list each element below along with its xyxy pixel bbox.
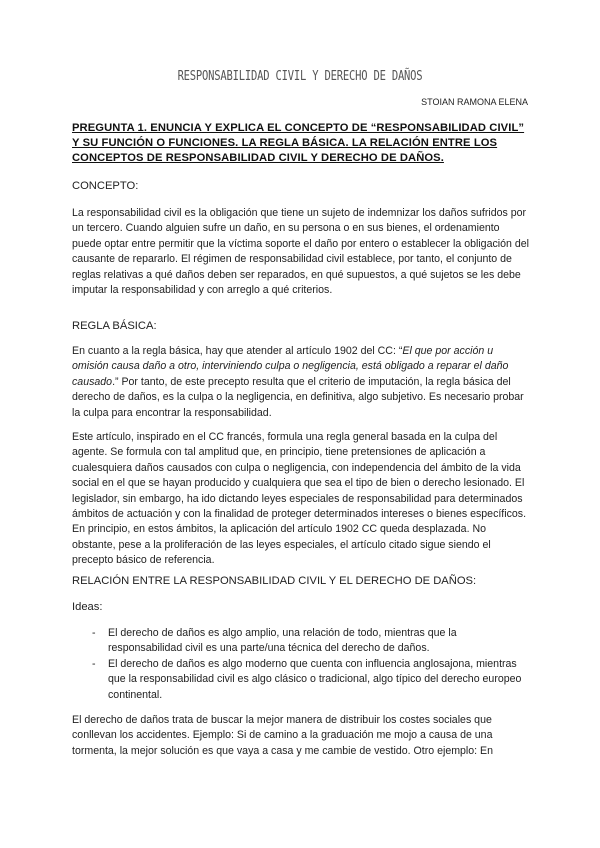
document-title: RESPONSABILIDAD CIVIL Y DERECHO DE DAÑOS: [177, 68, 423, 84]
regla-label: REGLA BÁSICA:: [72, 320, 157, 332]
regla-p1-end: .” Por tanto, de este precepto resulta que el criterio de imputación, la regla básica del derecho de daños, es la culpa o la negligencia, en definitiva, algo subjetivo. Es necesario probar la culpa para encontrar la responsabilidad.: [72, 375, 524, 419]
question-heading: PREGUNTA 1. ENUNCIA Y EXPLICA EL CONCEPTO DE “RESPONSABILIDAD CIVIL” Y SU FUNCIÓN O FUNCIONES. LA REGLA BÁSICA. LA RELACIÓN ENTRE LOS CONCEPTOS DE RESPONSABILIDAD CIVIL Y DERECHO DE DAÑOS.: [72, 122, 525, 164]
list-item: [92, 657, 528, 703]
author-name: STOIAN RAMONA ELENA: [421, 97, 528, 107]
article-quote: El que por acción u omisión causa daño a otro, interviniendo culpa o negligencia, está obligado a reparar el daño causado: [72, 345, 509, 388]
regla-paragraph-2: Este artículo, inspirado en el CC francés, formula una regla general basada en la culpa del agente. Se formula con tal amplitud que, en principio, tiene pretensiones de aplicación a cualesquiera daños causados con culpa o negligencia, con independencia del ámbito de la vida social en el que se hayan producido y cualquiera que sea el tipo de bien o derecho lesionado. El legislador, sin embargo, ha ido dictando leyes especiales de responsabilidad para determinados ámbitos de actuación y con la finalidad de proteger determinados intereses o bienes específicos. En principio, en estos ámbitos, la aplicación del artículo 1902 CC queda desplazada. No obstante, pese a la proliferación de las leyes especiales, el artículo citado sigue siendo el precepto básico de referencia.: [72, 431, 527, 567]
regla-paragraph-1: [72, 344, 530, 421]
relacion-label: RELACIÓN ENTRE LA RESPONSABILIDAD CIVIL Y EL DERECHO DE DAÑOS:: [72, 575, 477, 587]
bullet-dash: -: [92, 657, 96, 670]
closing-paragraph: El derecho de daños trata de buscar la mejor manera de distribuir los costes sociales que conllevan los accidentes. Ejemplo: Si de camino a la graduación me mojo a causa de una tormenta, la mejor solución es que vaya a casa y me cambie de vestido. Otro ejemplo: En: [72, 714, 494, 757]
concepto-label: CONCEPTO:: [72, 180, 139, 192]
ideas-list: [92, 626, 528, 703]
list-item: [92, 626, 528, 657]
concepto-paragraph: La responsabilidad civil es la obligación que tiene un sujeto de indemnizar los daños sufridos por un tercero. Cuando alguien sufre un daño, en su persona o en sus bienes, el ordenamiento puede optar entre permitir que la víctima soporte el daño por entero o establecer la obligación del causante de repararlo. El régimen de responsabilidad civil establece, por tanto, el conjunto de reglas relativas a qué daños deben ser reparados, en qué supuestos, a qué sujetos se les debe imputar la responsabilidad y con arreglo a qué criterios.: [72, 207, 529, 297]
regla-p1-start: En cuanto a la regla básica, hay que atender al artículo 1902 del CC: “: [72, 345, 403, 357]
list-item-text: El derecho de daños es algo amplio, una relación de todo, mientras que la responsabilidad civil es una parte/una técnica del derecho de daños.: [108, 627, 457, 655]
bullet-dash: -: [92, 627, 96, 639]
ideas-label: Ideas:: [72, 601, 103, 613]
list-item-text: El derecho de daños es algo moderno que cuenta con influencia anglosajona, mientras que la responsabilidad civil es algo clásico o tradicional, algo típico del derecho europeo continental.: [108, 657, 522, 701]
